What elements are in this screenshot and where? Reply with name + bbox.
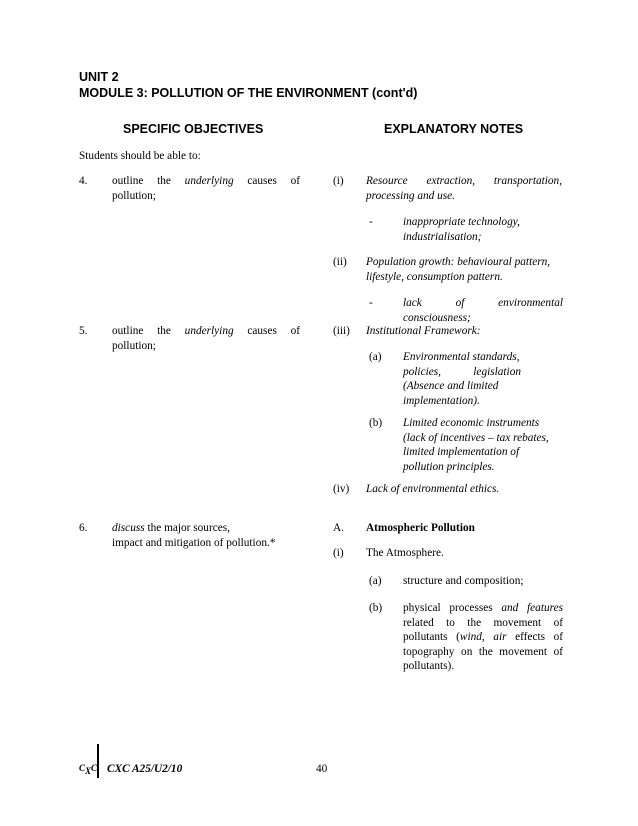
note-iv-number: (iv)	[333, 483, 350, 495]
note-ii-number: (ii)	[333, 256, 347, 268]
note-A-i-number: (i)	[333, 547, 344, 559]
page-number: 40	[316, 763, 328, 775]
cxc-logo-icon	[79, 760, 99, 776]
note-iv-text: Lack of environmental ethics.	[366, 483, 500, 495]
note-i-text: Resource extraction, transportation, processing and use.	[366, 175, 563, 202]
note-iii-b-number: (b)	[369, 417, 383, 429]
note-iii-text: Institutional Framework:	[366, 325, 481, 337]
note-A-i-text: The Atmosphere.	[366, 547, 444, 559]
intro-text: Students should be able to:	[79, 150, 201, 162]
footer-divider	[97, 744, 99, 778]
note-A-number: A.	[333, 522, 344, 534]
objective-4-text: outline the underlying causes of pollution;	[112, 175, 301, 202]
note-ii-text: Population growth: behavioural pattern, lifestyle, consumption pattern.	[366, 256, 551, 283]
note-i-dash: -	[369, 216, 373, 228]
svg-text:X: X	[85, 766, 92, 776]
note-i-dash-text: inappropriate technology, industrialisation;	[403, 216, 520, 243]
note-A-text: Atmospheric Pollution	[366, 522, 475, 534]
note-i-number: (i)	[333, 175, 344, 187]
svg-text:C: C	[91, 763, 98, 773]
note-ii-dash: -	[369, 297, 373, 309]
objective-6-number: 6.	[79, 522, 88, 534]
objective-5-number: 5.	[79, 325, 88, 337]
svg-text:C: C	[79, 763, 86, 773]
specific-objectives-heading: SPECIFIC OBJECTIVES	[123, 122, 264, 136]
note-A-a-text: structure and composition;	[403, 575, 524, 587]
unit-title: UNIT 2	[79, 70, 119, 84]
note-iii-a-text: Environmental standards, policies, legislation (Absence and limited implementation).	[403, 351, 521, 407]
note-iii-b-text: Limited economic instruments (lack of incentives – tax rebates, limited implementation of pollution principles.	[403, 417, 549, 473]
note-ii-dash-text: lack of environmental consciousness;	[403, 297, 563, 324]
note-iii-number: (iii)	[333, 325, 350, 337]
objective-4-number: 4.	[79, 175, 88, 187]
module-title: MODULE 3: POLLUTION OF THE ENVIRONMENT (cont'd)	[79, 86, 418, 100]
objective-5-text: outline the underlying causes of pollution;	[112, 325, 301, 352]
explanatory-notes-heading: EXPLANATORY NOTES	[384, 122, 524, 136]
document-code: CXC A25/U2/10	[107, 763, 183, 775]
note-A-b-text: physical processes and features related to the movement of pollutants (wind, air effects of topography on the movement of pollutants).	[403, 602, 563, 672]
note-A-a-number: (a)	[369, 575, 382, 587]
objective-6-text: discuss the major sources, impact and mitigation of pollution.*	[112, 522, 276, 549]
note-iii-a-number: (a)	[369, 351, 382, 363]
note-A-b-number: (b)	[369, 602, 383, 614]
